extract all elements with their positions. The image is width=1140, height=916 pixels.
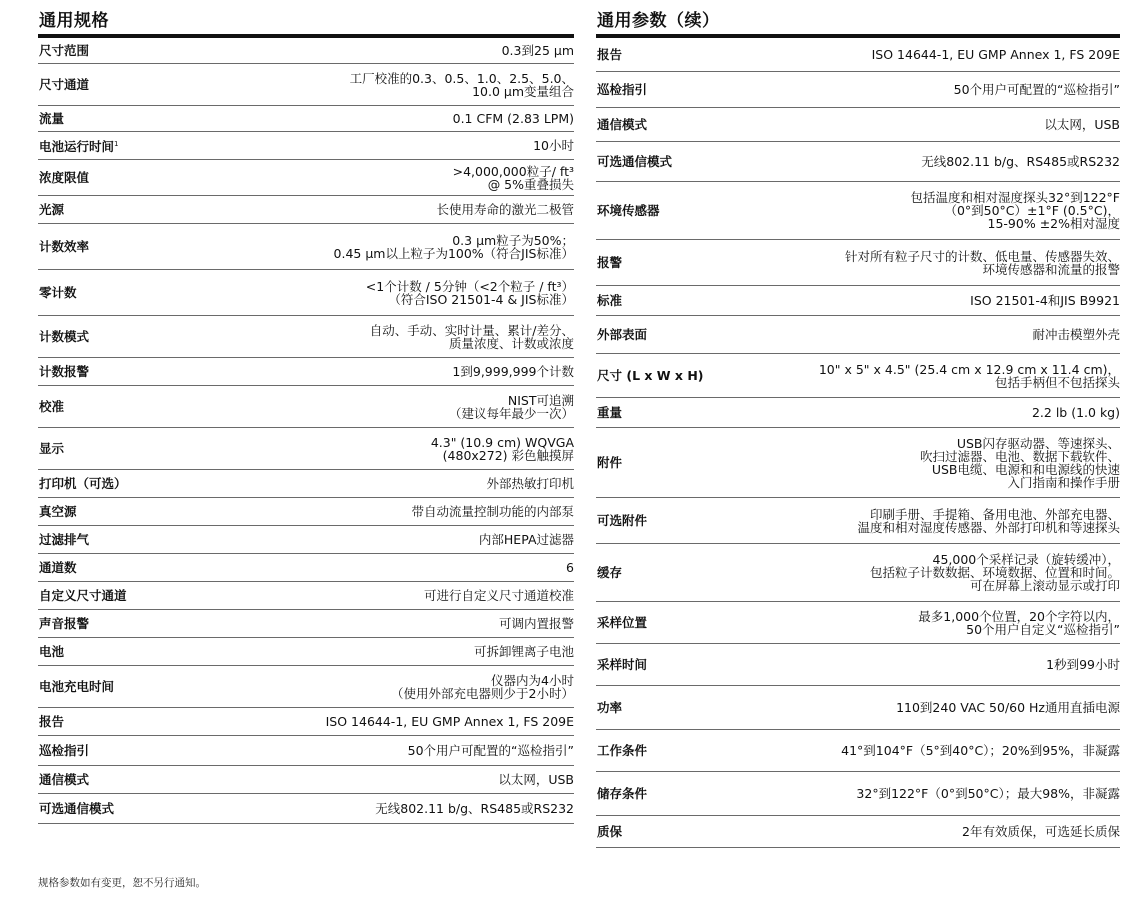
- spec-row: [38, 64, 574, 106]
- spec-value: 1秒到99小时: [1046, 657, 1120, 672]
- spec-label: [596, 204, 660, 217]
- spec-label-text: 可选通信模式: [597, 154, 673, 169]
- spec-label-text: 附件: [597, 455, 623, 470]
- spec-row: [38, 132, 574, 160]
- spec-label: [596, 787, 647, 800]
- spec-value: 45,000个采样记录（旋转缓冲）， 包括粒子计数数据、环境数据、位置和时间。 可在屏幕上滚动显示或打印: [869, 552, 1120, 593]
- spec-label-text: 浓度限值: [39, 170, 90, 185]
- spec-value: 32°到122°F（0°到50°C）；最大98%，非凝露: [856, 786, 1120, 801]
- spec-value: 自动、手动、实时计量、累计/差分、 质量浓度、计数或浓度: [369, 322, 574, 351]
- spec-value: 0.3到25 µm: [501, 43, 574, 58]
- spec-value: 耐冲击模塑外壳: [1032, 327, 1120, 342]
- spec-row: [38, 386, 574, 428]
- spec-row: [38, 196, 574, 224]
- spec-value: 41°到104°F（5°到40°C）；20%到95%，非凝露: [841, 743, 1120, 758]
- spec-value: 0.3 µm粒子为50%； 0.45 µm以上粒子为100%（符合JIS标准）: [333, 232, 574, 261]
- spec-label-text: 声音报警: [39, 616, 90, 631]
- spec-row: [596, 38, 1120, 72]
- spec-row: [38, 708, 574, 736]
- spec-label: [38, 477, 127, 490]
- spec-label-text: 外部表面: [597, 327, 648, 342]
- spec-label: [38, 171, 89, 184]
- spec-label-text: 电池运行时间: [39, 139, 115, 155]
- spec-value: NIST可追溯 （建议每年最少一次）: [448, 392, 574, 421]
- spec-label-text: 计数效率: [39, 239, 90, 254]
- spec-label: [38, 44, 89, 57]
- spec-label-text: 尺寸范围: [39, 43, 90, 58]
- spec-row: [38, 794, 574, 824]
- spec-row: [38, 270, 574, 316]
- spec-row: [38, 38, 574, 64]
- spec-label-text: 巡检指引: [39, 743, 90, 758]
- spec-label-text: 采样时间: [597, 657, 648, 672]
- spec-value: 可拆卸锂离子电池: [473, 644, 574, 659]
- spec-label-text: 光源: [39, 202, 65, 217]
- spec-row: [38, 554, 574, 582]
- footnote: 规格参数如有变更，恕不另行通知。: [38, 877, 206, 889]
- spec-label-text: 环境传感器: [597, 203, 660, 218]
- spec-row: [38, 766, 574, 794]
- spec-value: ISO 14644-1, EU GMP Annex 1, FS 209E: [325, 714, 574, 729]
- spec-value: 50个用户可配置的“巡检指引”: [953, 82, 1120, 97]
- spec-label: [596, 566, 622, 579]
- spec-row: [596, 398, 1120, 428]
- spec-label: [38, 773, 89, 786]
- spec-value: <1个计数 / 5分钟（<2个粒子 / ft³） （符合ISO 21501-4 & JIS标准）: [365, 278, 574, 307]
- spec-label-text: 可选附件: [597, 513, 648, 528]
- spec-row: [38, 498, 574, 526]
- spec-row: [596, 730, 1120, 772]
- spec-label-text: 尺寸 (L x W x H): [597, 368, 704, 383]
- spec-row: [38, 736, 574, 766]
- footnote-marker: 1: [114, 139, 119, 148]
- spec-value: 2.2 lb (1.0 kg): [1031, 405, 1120, 420]
- spec-row: [38, 224, 574, 270]
- spec-value: 无线802.11 b/g、RS485或RS232: [375, 801, 574, 816]
- spec-label-text: 通道数: [39, 560, 77, 575]
- spec-label-text: 尺寸通道: [39, 77, 90, 92]
- spec-row: [38, 160, 574, 196]
- spec-row: [596, 72, 1120, 108]
- spec-label-text: 重量: [597, 405, 623, 420]
- spec-value: USB闪存驱动器、等速探头、 吹扫过滤器、电池、数据下载软件、 USB电缆、电源和和电源线的快速 入门指南和操作手册: [919, 435, 1120, 490]
- spec-label: [38, 240, 89, 253]
- section-title: 通用参数（续）: [597, 11, 720, 31]
- spec-label-text: 功率: [597, 700, 623, 715]
- spec-value: 工厂校准的0.3、0.5、1.0、2.5、5.0、 10.0 µm变量组合: [349, 70, 574, 99]
- spec-row: [596, 354, 1120, 398]
- spec-row: [38, 526, 574, 554]
- spec-label: [596, 701, 622, 714]
- spec-label: [38, 645, 64, 658]
- spec-label-text: 打印机（可选）: [39, 476, 127, 491]
- spec-row: [38, 666, 574, 708]
- spec-row: [596, 316, 1120, 354]
- spec-label: [596, 456, 622, 469]
- spec-label: [38, 203, 64, 216]
- spec-label: [38, 442, 64, 455]
- spec-label: [596, 406, 622, 419]
- spec-value: 1到9,999,999个计数: [452, 364, 574, 379]
- spec-row: [596, 816, 1120, 848]
- spec-label-text: 电池充电时间: [39, 679, 115, 694]
- spec-row: [596, 428, 1120, 498]
- spec-value: 可进行自定义尺寸通道校准: [423, 588, 574, 603]
- spec-value: 0.1 CFM (2.83 LPM): [452, 111, 574, 126]
- spec-label-text: 工作条件: [597, 743, 648, 758]
- spec-label-text: 质保: [597, 824, 623, 839]
- spec-label-text: 校准: [39, 399, 65, 414]
- spec-label: [596, 744, 647, 757]
- spec-value: 10小时: [533, 138, 574, 153]
- spec-row: [596, 142, 1120, 182]
- spec-label-text: 计数报警: [39, 364, 90, 379]
- spec-row: [596, 108, 1120, 142]
- general-specs-column: [38, 8, 574, 824]
- spec-label-text: 缓存: [597, 565, 623, 580]
- spec-value: 无线802.11 b/g、RS485或RS232: [921, 154, 1120, 169]
- spec-row: [596, 772, 1120, 816]
- spec-value: 包括温度和相对湿度探头32°到122°F （0°到50°C）±1°F (0.5°C)， 15-90% ±2%相对湿度: [910, 190, 1120, 231]
- spec-label-text: 报警: [597, 255, 623, 270]
- spec-value: 以太网，USB: [498, 772, 574, 787]
- spec-label-text: 巡检指引: [597, 82, 648, 97]
- spec-label: [38, 680, 114, 693]
- general-specs-continued-column: [596, 8, 1120, 848]
- spec-label: [38, 715, 64, 728]
- spec-label: [596, 83, 647, 96]
- spec-label: [596, 155, 672, 168]
- spec-value: 长使用寿命的激光二极管: [436, 202, 574, 217]
- spec-label: [38, 617, 89, 630]
- spec-row: [596, 286, 1120, 316]
- spec-row: [38, 470, 574, 498]
- section-title: 通用规格: [39, 11, 109, 31]
- spec-label: [38, 330, 89, 343]
- spec-label: [38, 286, 77, 299]
- spec-value: 最多1,000个位置，20个字符以内， 50个用户自定义“巡检指引”: [918, 608, 1120, 637]
- spec-label-text: 储存条件: [597, 786, 648, 801]
- spec-value: 10" x 5" x 4.5" (25.4 cm x 12.9 cm x 11.4 cm)， 包括手柄但不包括探头: [818, 361, 1120, 390]
- spec-row: [38, 638, 574, 666]
- spec-label: [596, 328, 647, 341]
- spec-row: [596, 240, 1120, 286]
- spec-value: 仪器内为4小时 （使用外部充电器则少于2小时）: [391, 672, 574, 701]
- spec-label: [38, 561, 77, 574]
- spec-label-text: 流量: [39, 111, 65, 126]
- spec-label: [596, 294, 622, 307]
- spec-label-text: 显示: [39, 441, 65, 456]
- spec-row: [596, 644, 1120, 686]
- spec-value: 6: [566, 560, 574, 575]
- spec-label: [596, 256, 622, 269]
- spec-row: [596, 498, 1120, 544]
- spec-row: [38, 106, 574, 132]
- spec-value: 内部HEPA过滤器: [478, 532, 574, 547]
- spec-row: [38, 610, 574, 638]
- spec-label-text: 可选通信模式: [39, 801, 115, 816]
- spec-label-text: 报告: [39, 714, 65, 729]
- spec-label: [38, 138, 118, 153]
- spec-label: [38, 505, 77, 518]
- spec-row: [38, 316, 574, 358]
- spec-label-text: 通信模式: [597, 117, 648, 132]
- spec-label: [596, 514, 647, 527]
- spec-value: 外部热敏打印机: [486, 476, 574, 491]
- spec-label: [38, 112, 64, 125]
- spec-label: [38, 78, 89, 91]
- spec-label: [596, 825, 622, 838]
- spec-value: ISO 14644-1, EU GMP Annex 1, FS 209E: [871, 47, 1120, 62]
- spec-label-text: 计数模式: [39, 329, 90, 344]
- spec-row: [596, 182, 1120, 240]
- spec-label: [38, 365, 89, 378]
- spec-label-text: 电池: [39, 644, 65, 659]
- spec-label-text: 自定义尺寸通道: [39, 588, 127, 603]
- spec-row: [596, 686, 1120, 730]
- spec-table: [596, 38, 1120, 848]
- spec-value: ISO 21501-4和JIS B9921: [970, 293, 1120, 308]
- spec-value: 可调内置报警: [498, 616, 574, 631]
- spec-value: 印刷手册、手提箱、备用电池、外部充电器、 温度和相对湿度传感器、外部打印机和等速探头: [857, 506, 1120, 535]
- spec-value: >4,000,000粒子/ ft³ @ 5%重叠损失: [452, 163, 574, 192]
- spec-value: 针对所有粒子尺寸的计数、低电量、传感器失效、 环境传感器和流量的报警: [844, 248, 1120, 277]
- spec-label: [596, 48, 622, 61]
- spec-value: 4.3" (10.9 cm) WQVGA (480x272) 彩色触摸屏: [430, 434, 574, 463]
- spec-label: [38, 400, 64, 413]
- spec-label-text: 报告: [597, 47, 623, 62]
- spec-label: [596, 118, 647, 131]
- spec-label: [596, 616, 647, 629]
- spec-label-text: 零计数: [39, 285, 77, 300]
- spec-row: [38, 358, 574, 386]
- spec-table: [38, 38, 574, 824]
- spec-label: [38, 589, 127, 602]
- spec-label-text: 采样位置: [597, 615, 648, 630]
- spec-label: [38, 802, 114, 815]
- spec-row: [596, 602, 1120, 644]
- spec-value: 50个用户可配置的“巡检指引”: [407, 743, 574, 758]
- spec-label: [596, 658, 647, 671]
- spec-label: [596, 369, 704, 382]
- spec-row: [596, 544, 1120, 602]
- spec-value: 110到240 VAC 50/60 Hz通用直插电源: [896, 700, 1120, 715]
- spec-label: [38, 533, 89, 546]
- spec-label-text: 真空源: [39, 504, 77, 519]
- spec-row: [38, 428, 574, 470]
- spec-value: 带自动流量控制功能的内部泵: [411, 504, 574, 519]
- spec-label: [38, 744, 89, 757]
- spec-value: 以太网，USB: [1044, 117, 1120, 132]
- spec-label-text: 标准: [597, 293, 623, 308]
- spec-label-text: 过滤排气: [39, 532, 90, 547]
- spec-row: [38, 582, 574, 610]
- spec-value: 2年有效质保，可选延长质保: [962, 824, 1120, 839]
- spec-label-text: 通信模式: [39, 772, 90, 787]
